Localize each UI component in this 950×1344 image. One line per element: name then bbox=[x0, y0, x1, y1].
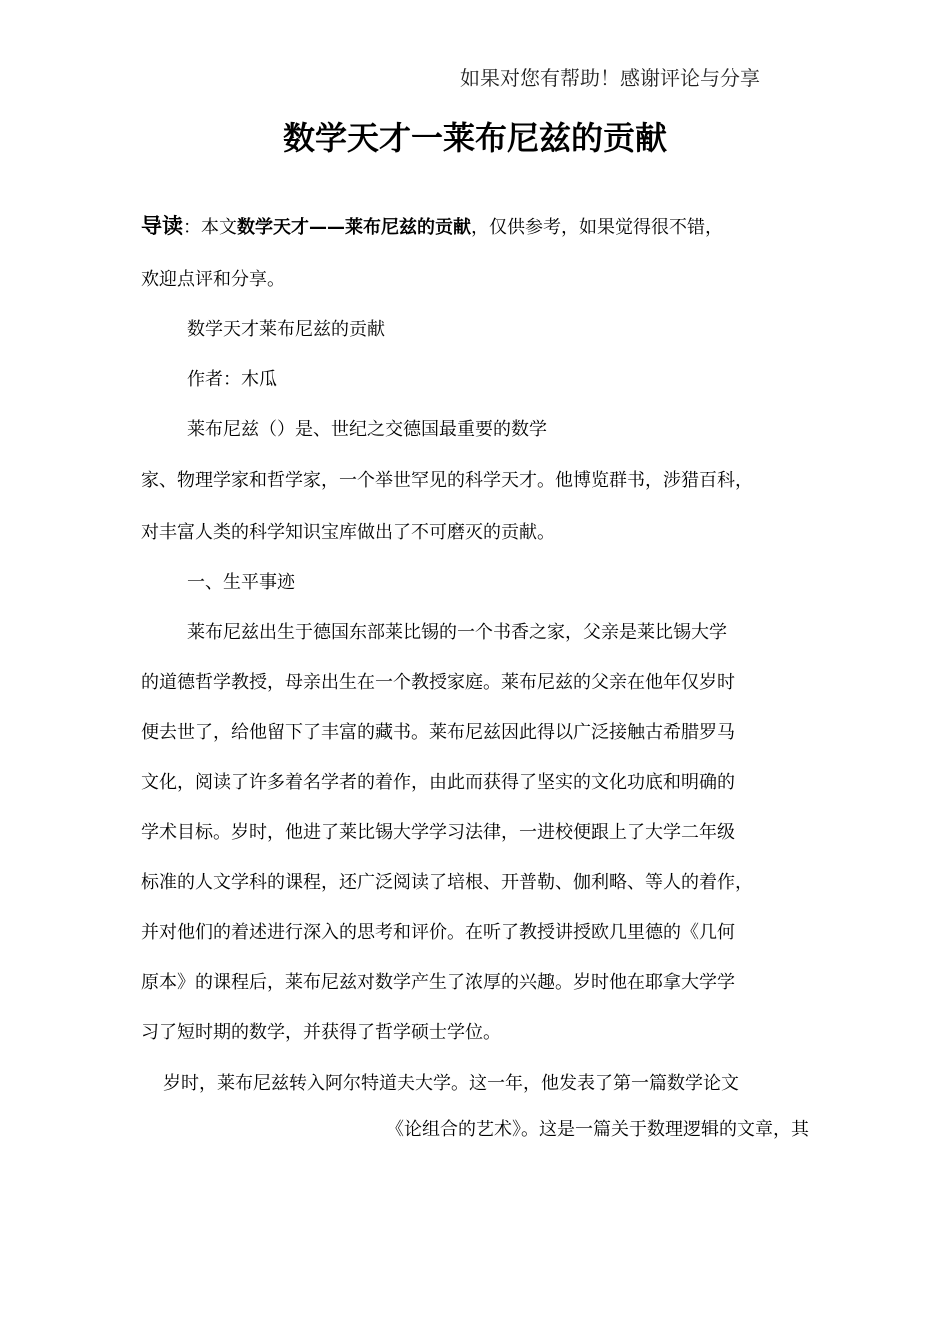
lead-rest: ，仅供参考，如果觉得很不错， bbox=[471, 217, 723, 238]
article-author: 作者：木瓜 bbox=[187, 369, 277, 390]
document-title: 数学天才一莱布尼兹的贡献 bbox=[282, 119, 667, 157]
paragraph-line-9: 习了短时期的数学，并获得了哲学硕士学位。 bbox=[141, 1022, 501, 1043]
intro-line-2: 家、物理学家和哲学家，一个举世罕见的科学天才。他博览群书，涉猎百科， bbox=[141, 470, 753, 491]
paragraph-line-5: 学术目标。岁时，他进了莱比锡大学学习法律，一进校便跟上了大学二年级 bbox=[141, 822, 735, 843]
lead-article-name: 数学天才——莱布尼兹的贡献 bbox=[237, 217, 471, 238]
paragraph-line-4: 文化，阅读了许多着名学者的着作，由此而获得了坚实的文化功底和明确的 bbox=[141, 772, 735, 793]
paragraph-line-1: 莱布尼兹出生于德国东部莱比锡的一个书香之家，父亲是莱比锡大学 bbox=[187, 622, 727, 643]
header-note: 如果对您有帮助！感谢评论与分享 bbox=[460, 66, 760, 90]
lead-line-1 bbox=[141, 210, 723, 240]
paragraph-line-2: 的道德哲学教授，母亲出生在一个教授家庭。莱布尼兹的父亲在他年仅岁时 bbox=[141, 672, 735, 693]
lead-line-2: 欢迎点评和分享。 bbox=[141, 269, 285, 290]
paragraph2-line-2: 《论组合的艺术》。这是一篇关于数理逻辑的文章，其 bbox=[386, 1119, 809, 1140]
intro-line-1: 莱布尼兹（）是、世纪之交德国最重要的数学 bbox=[187, 419, 547, 440]
lead-prefix: ：本文 bbox=[183, 217, 237, 238]
paragraph-line-6: 标准的人文学科的课程，还广泛阅读了培根、开普勒、伽利略、等人的着作， bbox=[141, 872, 753, 893]
section-heading-1: 一、生平事迹 bbox=[187, 572, 295, 593]
paragraph2-line-1: 岁时，莱布尼兹转入阿尔特道夫大学。这一年，他发表了第一篇数学论文 bbox=[163, 1073, 739, 1094]
paragraph-line-8: 原本》的课程后，莱布尼兹对数学产生了浓厚的兴趣。岁时他在耶拿大学学 bbox=[141, 972, 735, 993]
intro-line-3: 对丰富人类的科学知识宝库做出了不可磨灭的贡献。 bbox=[141, 522, 555, 543]
article-subtitle: 数学天才莱布尼兹的贡献 bbox=[187, 319, 385, 340]
paragraph-line-3: 便去世了，给他留下了丰富的藏书。莱布尼兹因此得以广泛接触古希腊罗马 bbox=[141, 722, 735, 743]
paragraph-line-7: 并对他们的着述进行深入的思考和评价。在听了教授讲授欧几里德的《几何 bbox=[141, 922, 735, 943]
lead-label: 导读 bbox=[141, 214, 183, 238]
